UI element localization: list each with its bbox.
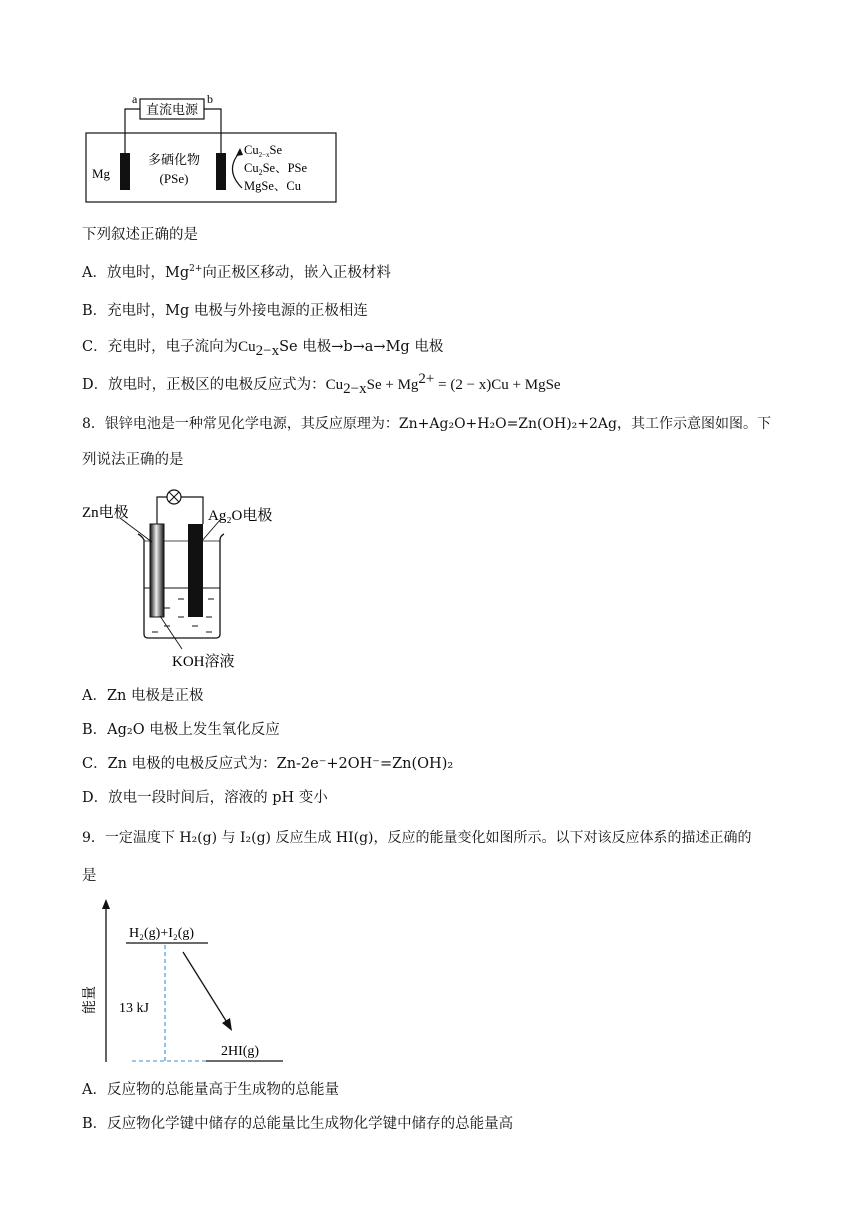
- energy-diagram: [78, 896, 298, 1068]
- product-label: 2HI(g): [221, 1044, 260, 1059]
- battery-figure-mg-pse: [82, 92, 342, 207]
- q8-option-b: B．Ag₂O 电极上发生氧化反应: [82, 722, 280, 738]
- q7-option-a: A．放电时，$Mg^{2+}$向正极区移动，嵌入正极材料: [82, 264, 391, 281]
- reaction-arrow: [232, 152, 242, 188]
- q9-stem-line2: 是: [82, 868, 97, 884]
- terminal-b-label: b: [207, 92, 213, 106]
- material-name: 多硒化物: [147, 152, 201, 167]
- reaction-arrow: [183, 952, 228, 1024]
- q8-option-a: A．Zn 电极是正极: [82, 688, 204, 704]
- q9-stem-line1: 9．一定温度下 H₂(g) 与 I₂(g) 反应生成 HI(g)，反应的能量变化如图所示。以下对该反应体系的描述正确的: [82, 830, 752, 846]
- mg-label: Mg: [92, 166, 111, 181]
- product-cu2se-pse: $Cu_2Se$、PSe: [244, 161, 308, 177]
- q7-option-b: B．充电时，Mg 电极与外接电源的正极相连: [82, 303, 368, 319]
- q8-option-c: C．Zn 电极的电极反应式为：Zn-2e⁻+2OH⁻=Zn(OH)₂: [82, 756, 454, 772]
- energy-value-label: 13 kJ: [119, 1001, 149, 1016]
- q8-option-d: D．放电一段时间后，溶液的 pH 变小: [82, 790, 328, 806]
- q8-stem-line1: 8．银锌电池是一种常见化学电源，其反应原理为：Zn+Ag₂O+H₂O=Zn(OH)₂+2Ag，其工作示意图如图。下: [82, 416, 771, 432]
- koh-solution-label: KOH溶液: [172, 654, 235, 670]
- q8-stem-line2: 列说法正确的是: [82, 452, 184, 468]
- reactant-label: H₂(g)+I₂(g): [129, 926, 195, 941]
- silver-zinc-cell-figure: [80, 484, 300, 674]
- q9-option-b: B．反应物化学键中储存的总能量比生成物化学键中储存的总能量高: [82, 1116, 514, 1132]
- product-cu2xse: $Cu_{2-x}Se$: [244, 143, 283, 159]
- ag2o-electrode-label: Ag₂O电极: [208, 508, 273, 524]
- mg-electrode: [120, 153, 130, 190]
- ag2o-electrode: [188, 524, 203, 617]
- material-abbr: (PSe): [159, 171, 189, 186]
- zn-electrode: [150, 524, 164, 617]
- pse-electrode: [216, 153, 226, 190]
- q7-option-d: D．放电时，正极区的电极反应式为：$Cu_{2-x}Se + Mg^{2+} = (2 - x)Cu$ + MgSe: [82, 371, 561, 397]
- zn-electrode-label: Zn电极: [82, 505, 129, 521]
- product-mgse-cu: MgSe、Cu: [244, 179, 301, 193]
- q7-option-c: C．充电时，电子流向为$Cu_{2-x}Se$ 电极→b→a→Mg 电极: [82, 339, 444, 359]
- terminal-a-label: a: [132, 92, 138, 106]
- power-source-label: 直流电源: [145, 102, 199, 117]
- q7-prompt: 下列叙述正确的是: [82, 227, 198, 243]
- q9-option-a: A．反应物的总能量高于生成物的总能量: [82, 1082, 339, 1098]
- energy-axis-label: 能量: [83, 986, 98, 1014]
